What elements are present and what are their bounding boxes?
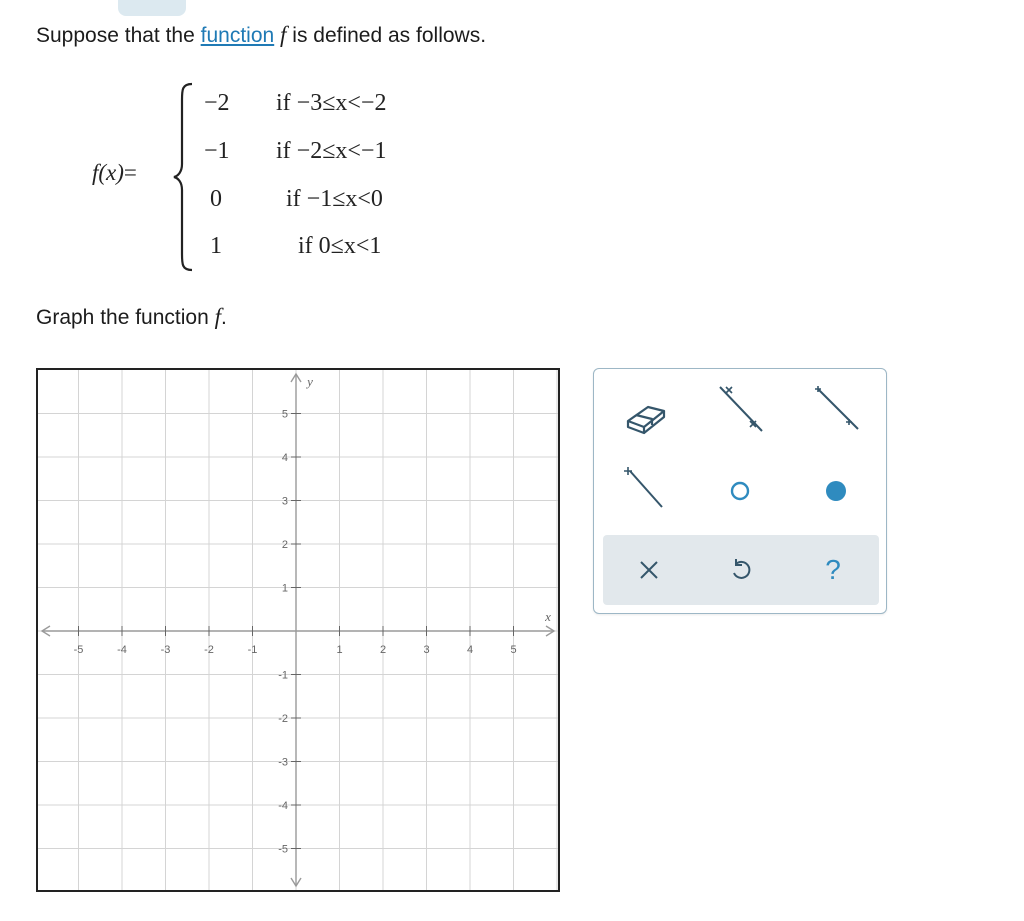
- x-tick-label: -3: [160, 644, 171, 656]
- x-icon: [638, 559, 660, 581]
- x-tick-label: 4: [466, 644, 474, 656]
- x-tick-label: -2: [204, 644, 214, 656]
- problem-prompt: [36, 22, 486, 48]
- closed-circle-icon: [823, 478, 849, 504]
- function-link[interactable]: function: [200, 24, 275, 47]
- y-tick-label: -5: [278, 843, 288, 856]
- x-tick-label: -1: [247, 644, 258, 656]
- case-value-3: 0: [210, 186, 222, 212]
- case-value-2: −1: [204, 138, 230, 164]
- graph-prompt-period: .: [221, 306, 227, 329]
- y-tick-label: 1: [281, 582, 288, 595]
- x-tick-label: -4: [117, 644, 127, 656]
- y-tick-label: -1: [278, 669, 288, 682]
- action-bar: [603, 535, 879, 605]
- y-tick-label: 3: [281, 495, 288, 508]
- x-tick-label: 5: [510, 644, 517, 656]
- y-tick-label: 5: [281, 408, 288, 421]
- graph-prompt-text: Graph the function: [36, 306, 215, 329]
- graph-toolbox: [593, 368, 887, 614]
- graph-canvas[interactable]: [36, 368, 560, 892]
- case-condition-3: if −1≤x<0: [286, 186, 383, 212]
- curly-brace: [172, 80, 196, 274]
- x-tick-label: 3: [423, 644, 430, 656]
- case-value-4: 1: [210, 233, 222, 259]
- closed-point-tool[interactable]: [806, 465, 866, 517]
- case-condition-1: if −3≤x<−2: [276, 90, 387, 116]
- undo-button[interactable]: [711, 545, 771, 595]
- open-circle-icon: [728, 479, 752, 503]
- coordinate-grid[interactable]: [38, 370, 558, 890]
- y-axis-label: y: [307, 374, 313, 389]
- y-tick-label: 4: [281, 452, 288, 464]
- segment-tool[interactable]: [614, 463, 674, 515]
- prompt-text: Suppose that the: [36, 24, 201, 47]
- x-axis-label: x: [545, 609, 551, 624]
- equals-sign: =: [123, 160, 137, 185]
- top-tab[interactable]: [118, 0, 186, 16]
- fx-label: [92, 160, 137, 186]
- open-point-tool[interactable]: [710, 465, 770, 517]
- undo-icon: [728, 557, 754, 583]
- clear-button[interactable]: [619, 545, 679, 595]
- ray-tool[interactable]: [806, 383, 866, 435]
- question-icon: ?: [825, 554, 841, 585]
- y-tick-label: -4: [278, 800, 288, 812]
- case-condition-2: if −2≤x<−1: [276, 138, 387, 164]
- graph-f-symbol: f: [214, 304, 222, 329]
- y-tick-label: -2: [278, 713, 288, 725]
- x-tick-label: 2: [379, 644, 387, 656]
- eraser-icon: [622, 399, 670, 435]
- line-tool[interactable]: [710, 383, 770, 435]
- help-button[interactable]: [803, 545, 863, 595]
- x-tick-label: -5: [73, 644, 84, 656]
- segment-icon: [616, 461, 672, 517]
- y-tick-label: -3: [278, 756, 288, 769]
- eraser-tool[interactable]: [616, 391, 676, 443]
- graph-prompt: [36, 304, 227, 330]
- x-tick-label: 1: [336, 644, 343, 656]
- case-condition-4: if 0≤x<1: [298, 233, 382, 259]
- line-icon: [712, 381, 768, 437]
- prompt-text-end: is defined as follows.: [286, 24, 487, 47]
- y-tick-label: 2: [281, 539, 288, 551]
- fx-text: f(x): [92, 160, 124, 185]
- case-value-1: −2: [204, 90, 230, 116]
- f-symbol: f: [280, 22, 287, 47]
- ray-icon: [808, 381, 864, 437]
